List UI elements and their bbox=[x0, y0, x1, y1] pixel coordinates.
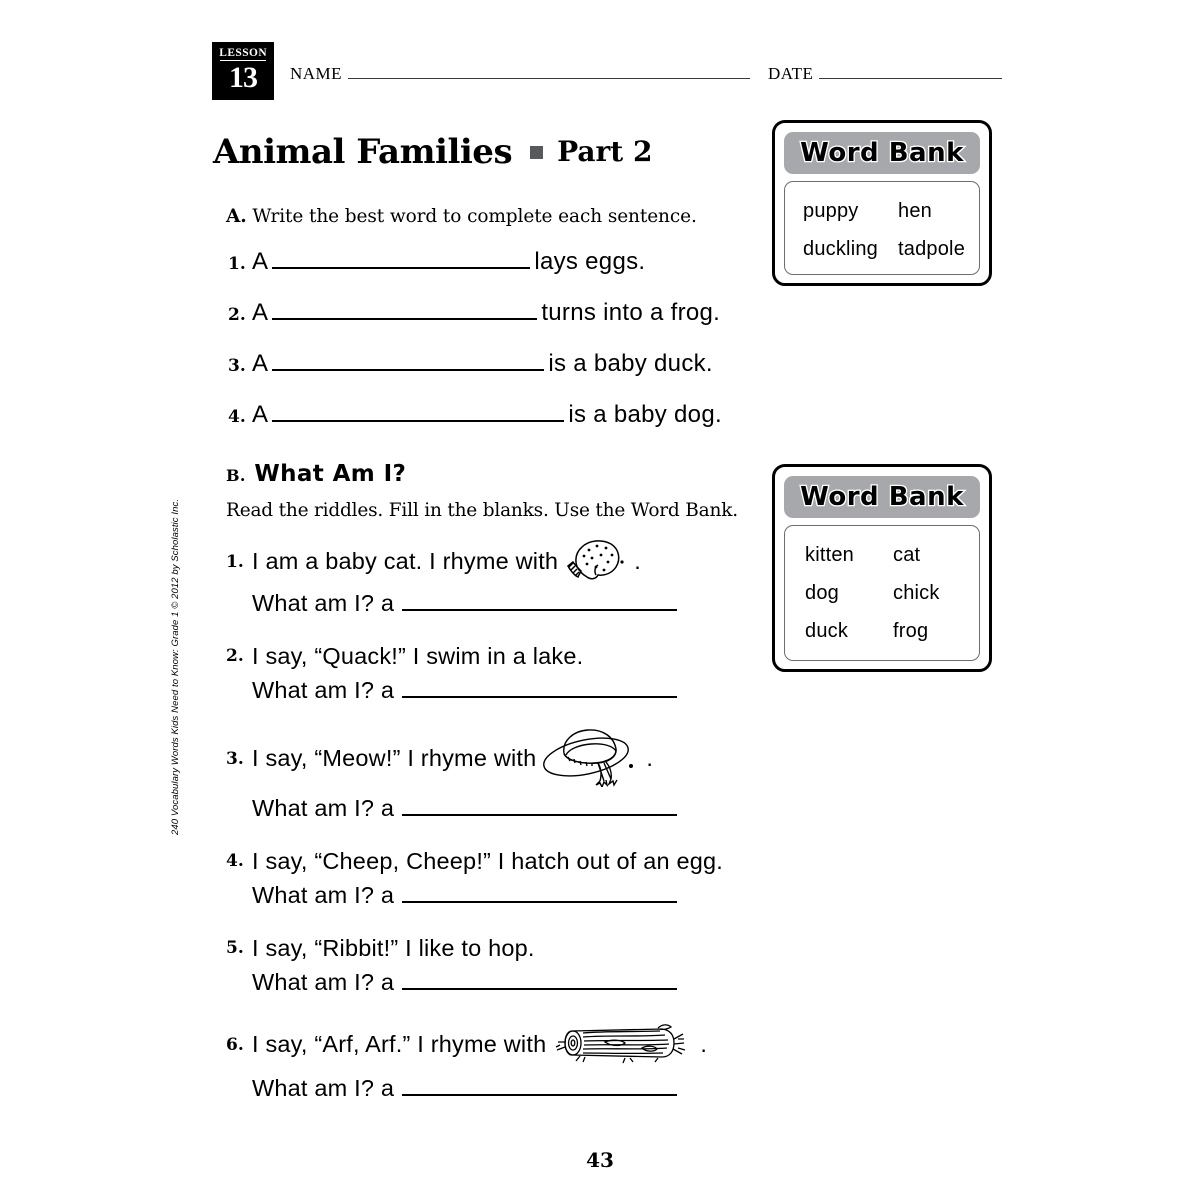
word-bank-row bbox=[785, 574, 979, 612]
lesson-label: LESSON bbox=[219, 45, 267, 59]
list-item bbox=[226, 930, 746, 996]
riddle-text: I say, “Quack!” I swim in a lake. bbox=[252, 642, 584, 669]
answer-prompt: What am I? a bbox=[252, 795, 395, 821]
word-bank-word: frog bbox=[893, 619, 929, 642]
page-header bbox=[212, 42, 1002, 100]
page-title bbox=[213, 133, 652, 171]
item-tail-text: lays eggs. bbox=[534, 248, 646, 275]
word-bank-row bbox=[785, 230, 979, 268]
word-bank-word: hen bbox=[898, 199, 932, 222]
lesson-number: 13 bbox=[229, 61, 257, 94]
riddle-text: I am a baby cat. I rhyme with bbox=[252, 548, 559, 574]
answer-blank[interactable] bbox=[402, 589, 677, 611]
riddle-text: I say, “Cheep, Cheep!” I hatch out of an egg. bbox=[252, 847, 724, 874]
copyright-credit: 240 Vocabulary Words Kids Need to Know: Grade 1 © 2012 by Scholastic Inc. bbox=[170, 498, 181, 835]
word-bank-word: tadpole bbox=[898, 237, 966, 260]
item-number: 1. bbox=[228, 254, 246, 274]
item-tail-text: is a baby dog. bbox=[568, 401, 722, 428]
riddle-text: I say, “Arf, Arf.” I rhyme with bbox=[252, 1031, 547, 1057]
section-a-list bbox=[228, 245, 748, 449]
word-bank-word: duckling bbox=[803, 237, 878, 260]
section-a-label: A. bbox=[226, 206, 247, 227]
word-bank-1-title: Word Bank bbox=[800, 138, 964, 168]
list-item bbox=[226, 1017, 746, 1102]
answer-prompt: What am I? a bbox=[252, 1075, 395, 1101]
date-label: DATE bbox=[768, 64, 814, 83]
item-number: 3. bbox=[226, 748, 244, 769]
item-number: 6. bbox=[226, 1034, 244, 1055]
date-field[interactable] bbox=[750, 64, 1002, 84]
answer-blank[interactable] bbox=[402, 1074, 677, 1096]
item-lead-text: A bbox=[252, 299, 269, 326]
answer-prompt: What am I? a bbox=[252, 882, 395, 908]
list-item bbox=[228, 398, 748, 449]
word-bank-row bbox=[785, 192, 979, 230]
section-a-instruction-text: Write the best word to complete each sentence. bbox=[252, 206, 697, 227]
item-lead-text: A bbox=[252, 350, 269, 377]
item-lead-text: A bbox=[252, 248, 269, 275]
answer-blank[interactable] bbox=[272, 296, 537, 320]
riddle-period: . bbox=[700, 1031, 707, 1057]
list-item bbox=[228, 296, 748, 347]
word-bank-2-body bbox=[784, 525, 980, 661]
hat-icon bbox=[540, 725, 636, 792]
date-input-rule[interactable] bbox=[819, 64, 1002, 79]
item-number: 2. bbox=[228, 305, 246, 325]
answer-prompt: What am I? a bbox=[252, 677, 395, 703]
list-item bbox=[228, 347, 748, 398]
log-icon bbox=[550, 1017, 690, 1072]
word-bank-1 bbox=[772, 120, 992, 286]
item-tail-text: is a baby duck. bbox=[548, 350, 713, 377]
word-bank-1-body bbox=[784, 181, 980, 275]
title-main-text: Animal Families bbox=[213, 132, 513, 172]
riddle-text: I say, “Meow!” I rhyme with bbox=[252, 745, 537, 771]
title-part-text: Part 2 bbox=[557, 135, 653, 168]
word-bank-word: cat bbox=[893, 543, 921, 566]
section-a-instruction bbox=[226, 206, 697, 227]
list-item bbox=[226, 536, 746, 617]
item-number: 4. bbox=[226, 851, 244, 871]
section-b-list bbox=[226, 536, 746, 1123]
list-item bbox=[228, 245, 748, 296]
list-item bbox=[226, 638, 746, 704]
item-number: 1. bbox=[226, 551, 244, 572]
title-square-bullet-icon bbox=[530, 146, 543, 159]
word-bank-1-header bbox=[784, 132, 980, 174]
section-b-heading bbox=[226, 461, 406, 487]
riddle-text: I say, “Ribbit!” I like to hop. bbox=[252, 934, 535, 961]
answer-blank[interactable] bbox=[402, 968, 677, 990]
name-label: NAME bbox=[290, 64, 343, 83]
word-bank-row bbox=[785, 612, 979, 650]
item-number: 5. bbox=[226, 938, 244, 958]
section-b-label: B. bbox=[226, 466, 246, 485]
item-tail-text: turns into a frog. bbox=[541, 299, 721, 326]
answer-blank[interactable] bbox=[402, 881, 677, 903]
section-b-heading-text: What Am I? bbox=[254, 461, 407, 487]
word-bank-word: puppy bbox=[803, 199, 859, 222]
answer-blank[interactable] bbox=[402, 676, 677, 698]
item-number: 2. bbox=[226, 646, 244, 666]
name-date-fields bbox=[290, 64, 1002, 84]
riddle-period: . bbox=[646, 745, 653, 771]
word-bank-2-header bbox=[784, 476, 980, 518]
answer-blank[interactable] bbox=[402, 794, 677, 816]
riddle-period: . bbox=[634, 548, 641, 574]
word-bank-word: duck bbox=[805, 619, 849, 642]
answer-blank[interactable] bbox=[272, 398, 564, 422]
word-bank-word: kitten bbox=[805, 543, 855, 566]
word-bank-2 bbox=[772, 464, 992, 672]
item-number: 3. bbox=[228, 356, 246, 376]
item-number: 4. bbox=[228, 407, 246, 427]
answer-blank[interactable] bbox=[272, 347, 544, 371]
mitten-icon bbox=[562, 536, 624, 587]
word-bank-word: dog bbox=[805, 581, 839, 604]
page-number: 43 bbox=[586, 1148, 614, 1172]
list-item bbox=[226, 843, 746, 909]
lesson-badge bbox=[212, 42, 274, 100]
section-b-instruction: Read the riddles. Fill in the blanks. Use the Word Bank. bbox=[226, 500, 738, 521]
word-bank-2-title: Word Bank bbox=[800, 482, 964, 512]
name-field[interactable] bbox=[290, 64, 750, 84]
list-item bbox=[226, 725, 746, 822]
word-bank-row bbox=[785, 536, 979, 574]
answer-prompt: What am I? a bbox=[252, 969, 395, 995]
item-lead-text: A bbox=[252, 401, 269, 428]
answer-blank[interactable] bbox=[272, 245, 530, 269]
name-input-rule[interactable] bbox=[348, 64, 750, 79]
word-bank-word: chick bbox=[893, 581, 940, 604]
answer-prompt: What am I? a bbox=[252, 590, 395, 616]
